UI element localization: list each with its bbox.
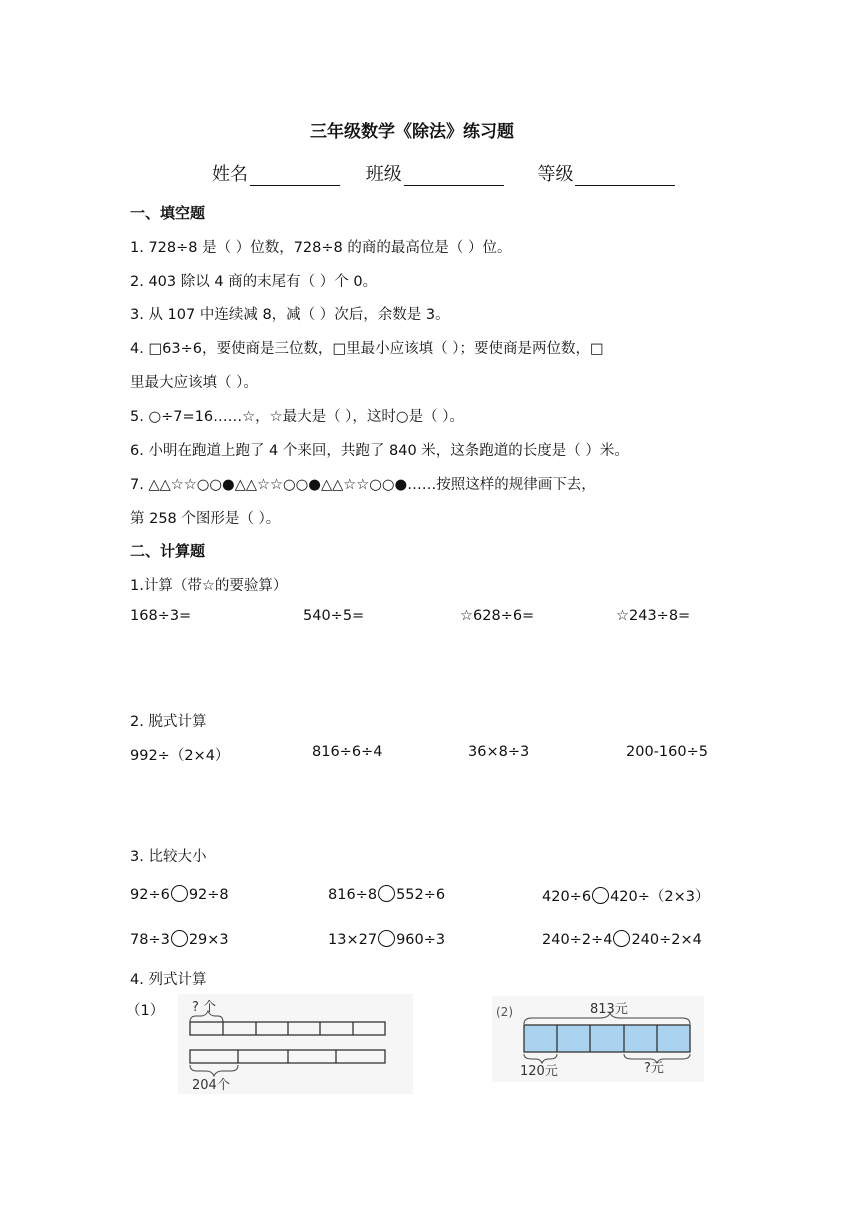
compare-left: 240÷2÷4 [542, 932, 613, 948]
section2-heading: 二、计算题 [130, 542, 206, 560]
compare-left: 13×27 [328, 932, 378, 948]
compare-circle[interactable] [378, 885, 395, 902]
calc-label: 1.计算（带☆的要验算） [130, 578, 288, 594]
figure-2-top-label: 813元 [590, 1002, 628, 1017]
question-6: 6. 小明在跑道上跑了 4 个来回，共跑了 840 米，这条跑道的长度是（ ）米。 [130, 443, 629, 459]
compare-circle[interactable] [378, 930, 395, 947]
compare-circle[interactable] [613, 930, 630, 947]
grade-label: 等级 [537, 164, 574, 185]
question-1: 1. 728÷8 是（ ）位数，728÷8 的商的最高位是（ ）位。 [130, 240, 512, 256]
compare-item [130, 885, 229, 903]
stepwise-item-4: 200-160÷5 [626, 744, 708, 760]
compare-right: 960÷3 [396, 932, 446, 948]
compare-item [328, 930, 445, 948]
compare-right: 92÷8 [188, 887, 229, 903]
stepwise-item-2: 816÷6÷4 [312, 744, 383, 760]
student-info-row [212, 160, 675, 186]
compare-right: 420÷（2×3） [610, 889, 710, 905]
stepwise-item-3: 36×8÷3 [468, 744, 530, 760]
compare-circle[interactable] [171, 930, 188, 947]
compare-item [130, 930, 229, 948]
figure-1-bottom-label: 204个 [192, 1078, 230, 1093]
compare-circle[interactable] [592, 887, 609, 904]
class-blank[interactable] [404, 166, 504, 186]
compare-item [542, 930, 702, 948]
compare-item [542, 885, 710, 906]
stepwise-item-1: 992÷（2×4） [130, 748, 230, 764]
question-4-line2: 里最大应该填（ ）。 [130, 375, 258, 391]
name-blank[interactable] [250, 166, 340, 186]
question-3: 3. 从 107 中连续减 8，减（ ）次后，余数是 3。 [130, 307, 450, 323]
figure-2-right-label: ?元 [644, 1061, 664, 1076]
question-7-line1: 7. △△☆☆○○●△△☆☆○○●△△☆☆○○●……按照这样的规律画下去， [130, 477, 596, 493]
figure-1-top-label: ? 个 [192, 1000, 217, 1015]
figure-2-left-label: 120元 [520, 1064, 558, 1079]
figure-2-number: (2) [496, 1005, 513, 1019]
calc-item-3: ☆628÷6= [460, 608, 535, 624]
figure-1-bar-model [178, 994, 413, 1094]
question-2: 2. 403 除以 4 商的末尾有（ ）个 0。 [130, 274, 378, 290]
figure-2-bar-model [492, 996, 704, 1082]
calc-item-2: 540÷5= [303, 608, 365, 624]
calc-item-4: ☆243÷8= [616, 608, 691, 624]
section1-heading: 一、填空题 [130, 204, 206, 222]
question-4-line1: 4. □63÷6，要使商是三位数，□里最小应该填（ ）；要使商是两位数，□ [130, 341, 604, 357]
compare-circle[interactable] [171, 885, 188, 902]
formula-label: 4. 列式计算 [130, 972, 207, 988]
figure-1-number: （1） [126, 1003, 165, 1019]
compare-left: 420÷6 [542, 889, 592, 905]
compare-left: 816÷8 [328, 887, 378, 903]
calc-item-1: 168÷3= [130, 608, 192, 624]
grade-blank[interactable] [575, 166, 675, 186]
question-5: 5. ○÷7=16……☆，☆最大是（ ），这时○是（ ）。 [130, 409, 464, 425]
question-7-line2: 第 258 个图形是（ ）。 [130, 511, 281, 527]
compare-right: 240÷2×4 [631, 932, 702, 948]
compare-left: 92÷6 [130, 887, 170, 903]
compare-left: 78÷3 [130, 932, 170, 948]
page-title: 三年级数学《除法》练习题 [310, 122, 514, 142]
compare-right: 29×3 [188, 932, 229, 948]
stepwise-label: 2. 脱式计算 [130, 714, 207, 730]
class-label: 班级 [365, 164, 402, 185]
compare-item [328, 885, 445, 903]
name-label: 姓名 [212, 164, 248, 185]
compare-label: 3. 比较大小 [130, 849, 207, 865]
compare-right: 552÷6 [396, 887, 446, 903]
figure-2-bar [524, 1025, 690, 1052]
